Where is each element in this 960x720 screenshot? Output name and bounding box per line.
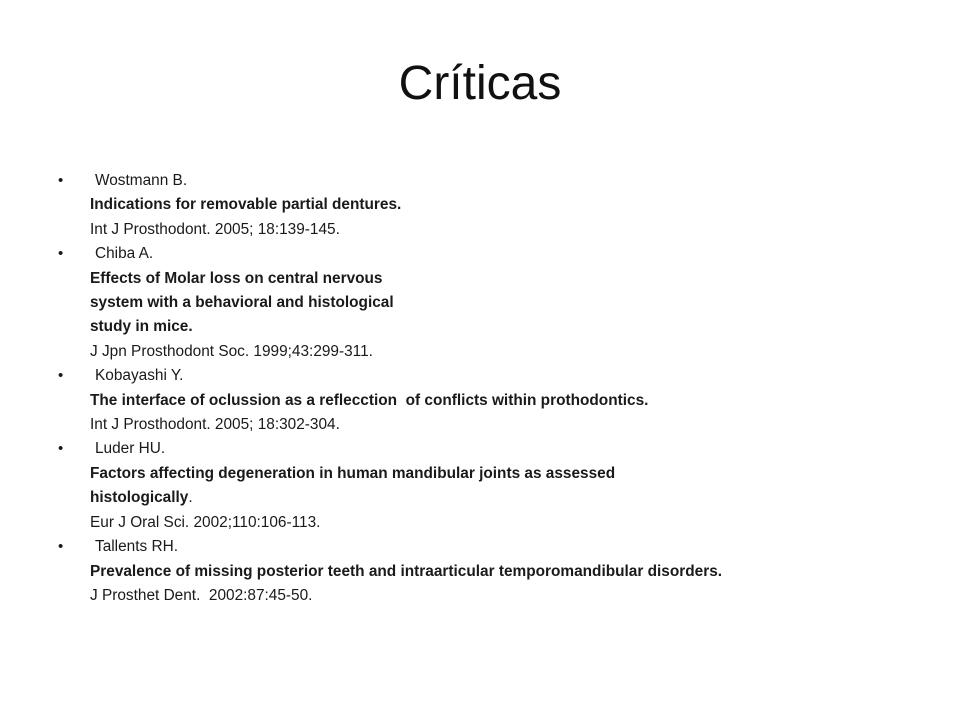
bullet-icon: • [58,367,64,385]
slide-title: Críticas [398,57,562,110]
reference-title: The interface of oclussion as a reflecction of conflicts within prothodontics. [90,391,649,409]
reference-title-line-2-wrapper [90,486,916,510]
reference-citation: Eur J Oral Sci. 2002;110:106-113. [90,513,321,531]
reference-author: Tallents RH. [95,538,178,556]
reference-list [56,169,916,608]
reference-author: Wostmann B. [95,172,188,189]
bullet-icon: • [58,245,64,263]
reference-citation: Int J Prosthodont. 2005; 18:302-304. [90,416,340,434]
reference-citation: J Prosthet Dent. 2002:87:45-50. [90,586,313,604]
reference-item-luder [56,437,916,535]
reference-item-chiba [56,242,916,364]
reference-title-line-2: histologically [90,489,189,507]
reference-author: Chiba A. [95,245,154,263]
reference-title-line-1: Effects of Molar loss on central nervous [90,269,383,287]
reference-citation: J Jpn Prosthodont Soc. 1999;43:299-311. [90,342,373,360]
reference-item-wostmann [56,169,916,242]
reference-title: Prevalence of missing posterior teeth and intraarticular temporomandibular disorders. [90,562,723,580]
reference-title-line-3: study in mice. [90,318,193,336]
reference-title: Indications for removable partial dentures. [90,196,402,214]
reference-title-suffix: . [188,489,193,507]
bullet-icon: • [58,172,64,189]
reference-item-kobayashi [56,364,916,437]
bullet-icon: • [58,538,64,556]
reference-title-line-2: system with a behavioral and histological [90,294,394,312]
bullet-icon: • [58,440,64,458]
reference-title-line-1: Factors affecting degeneration in human mandibular joints as assessed [90,464,616,482]
reference-author: Luder HU. [95,440,166,458]
reference-item-tallents [56,535,916,608]
reference-author: Kobayashi Y. [95,367,184,385]
reference-citation: Int J Prosthodont. 2005; 18:139-145. [90,220,340,238]
